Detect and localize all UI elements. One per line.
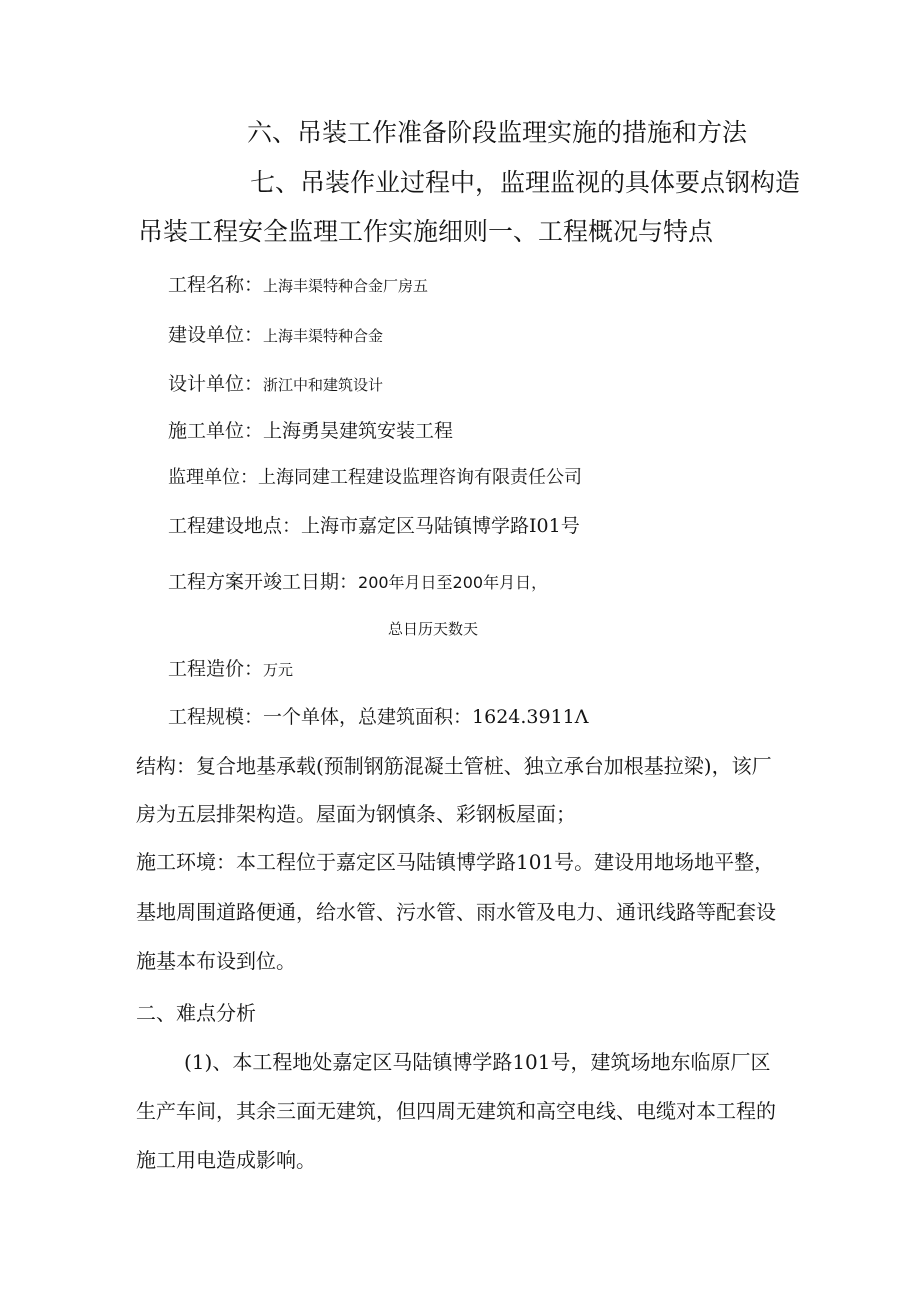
designer-value: 浙江中和建筑设计 <box>263 376 384 394</box>
difficulty-line-2: 生产车间，其余三面无建筑，但四周无建筑和高空电线、电缆对本工程的 <box>136 1099 776 1123</box>
environment-line-2: 基地周围道路便通，给水管、污水管、雨水管及电力、通讯线路等配套设 <box>136 900 776 924</box>
cost-label: 工程造价： <box>168 658 264 680</box>
designer-row <box>168 375 383 394</box>
environment-line-1: 施工环境：本工程位于嘉定区马陆镇博学路101号。建设用地场地平整， <box>136 850 775 874</box>
location-value: 上海市嘉定区马陆镇博学路I01号 <box>301 515 580 537</box>
project-name-label: 工程名称： <box>168 274 264 296</box>
location-row <box>168 517 580 536</box>
builder-row <box>168 326 383 345</box>
scale-row <box>168 708 588 727</box>
schedule-total-days: 总日历天数天 <box>388 620 479 638</box>
scale-value: 一个单体，总建筑面积：1624.3911Λ <box>263 706 589 728</box>
cost-value: 万元 <box>263 661 294 679</box>
schedule-row <box>168 573 547 592</box>
contractor-row <box>168 422 453 441</box>
structure-line-2: 房为五层排架构造。屋面为钢慎条、彩钢板屋面； <box>136 802 576 826</box>
project-name-row <box>168 276 428 295</box>
structure-line-1: 结构：复合地基承载(预制钢筋混凝土管桩、独立承台加根基拉梁)，该厂 <box>136 754 772 778</box>
supervisor-row <box>168 469 582 487</box>
schedule-value: 200年月日至200年月日， <box>358 573 548 592</box>
designer-label: 设计单位： <box>168 373 264 395</box>
heading-section-6: 六、吊装工作准备阶段监理实施的措施和方法 <box>247 118 748 147</box>
difficulty-line-1: (1)、本工程地处嘉定区马陆镇博学路101号，建筑场地东临原厂区 <box>184 1050 771 1074</box>
cost-row <box>168 660 293 679</box>
scale-label: 工程规模： <box>168 706 264 728</box>
schedule-label: 工程方案开竣工日期： <box>168 571 359 593</box>
difficulty-line-3: 施工用电造成影响。 <box>136 1148 316 1172</box>
environment-line-3: 施基本布设到位。 <box>136 949 296 973</box>
document-title: 吊装工程安全监理工作实施细则一、工程概况与特点 <box>138 217 714 246</box>
supervisor-label: 监理单位： <box>168 467 258 488</box>
builder-value: 上海丰渠特种合金 <box>263 327 384 345</box>
heading-section-7: 七、吊装作业过程中，监理监视的具体要点钢构造 <box>250 168 801 197</box>
project-name-value: 上海丰渠特种合金厂房五 <box>263 277 429 295</box>
location-label: 工程建设地点： <box>168 515 302 537</box>
builder-label: 建设单位： <box>168 324 264 346</box>
contractor-value: 上海勇昊建筑安装工程 <box>263 420 454 442</box>
supervisor-value: 上海同建工程建设监理咨询有限责任公司 <box>258 467 582 488</box>
section-2-heading: 二、难点分析 <box>136 1001 256 1025</box>
contractor-label: 施工单位： <box>168 420 264 442</box>
